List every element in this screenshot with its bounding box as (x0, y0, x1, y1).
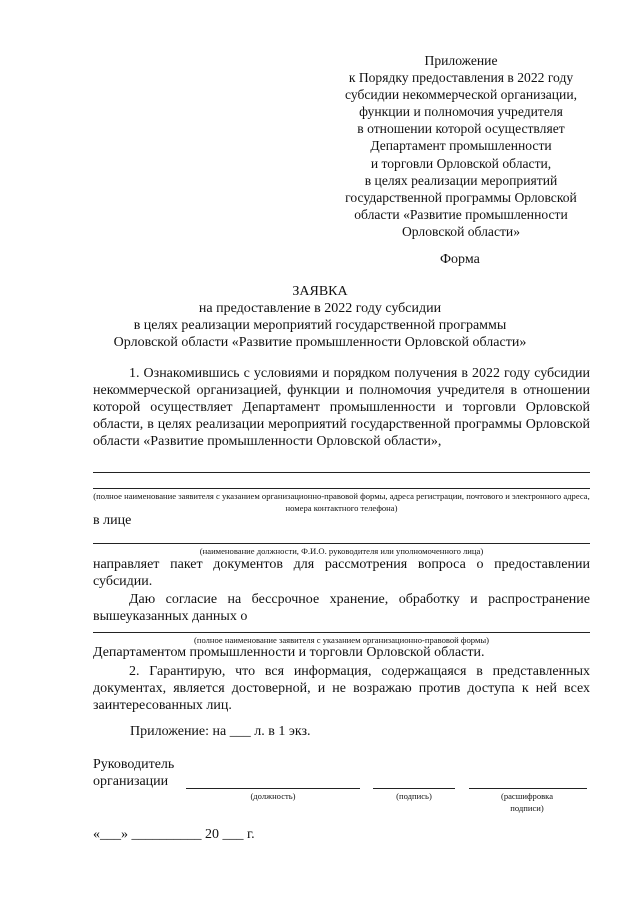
hint-applicant-full: (полное наименование заявителя с указанием организационно-правовой формы, адреса регистрации, почтового и электронного адреса, номера контактного телефона) (93, 491, 590, 513)
hint-position: (наименование должности, Ф.И.О. руководителя или уполномоченного лица) (199, 546, 484, 556)
signature-line-position (186, 788, 360, 789)
department-line: Департаментом промышленности и торговли Орловской области. (93, 645, 485, 660)
appendix-line: Департамент промышленности (370, 138, 552, 154)
sends-paragraph: направляет пакет документов для рассмотрения вопроса о предоставлении субсидии. (93, 557, 590, 589)
paragraph-2: 2. Гарантирую, что вся информация, содержащаяся в представленных документах, является достоверной, и не возражаю против доступа к ней всех заинтересованных лиц. (93, 664, 590, 713)
fill-line-applicant (93, 472, 590, 473)
signature-line-signature (373, 788, 455, 789)
appendix-line: к Порядку предоставления в 2022 году (348, 70, 574, 86)
caption-signature: (подпись) (396, 791, 432, 801)
document-title (0, 283, 640, 351)
caption-decoding: (расшифровка подписи) (500, 791, 554, 813)
consent-paragraph: Даю согласие на бессрочное хранение, обработку и распространение вышеуказанных данных о (93, 592, 590, 624)
appendix-line: области «Развитие промышленности (354, 206, 568, 222)
form-label: Форма (440, 252, 480, 267)
title-line: на предоставление в 2022 году субсидии (198, 301, 442, 316)
caption-position: (должность) (250, 791, 296, 801)
fill-line-applicant (93, 488, 590, 489)
appendix-line: субсидии некоммерческой организации, (344, 87, 578, 103)
appendix-header (320, 52, 602, 240)
appendix-line: государственной программы Орловской (345, 189, 577, 205)
hint-applicant-short: (полное наименование заявителя с указанием организационно-правовой формы) (193, 635, 490, 645)
fill-line-applicant-short (93, 632, 590, 633)
signature-role-line2: организации (93, 774, 169, 789)
signature-line-decoding (469, 788, 587, 789)
paragraph-1: 1. Ознакомившись с условиями и порядком получения в 2022 году субсидии некоммерческой организацией, функции и полномочия учредителя в отношении которой осуществляет Департамент промышленности и торговли Орловской области, в целях реализации мероприятий государственной программы Орловской области «Развитие промышленности Орловской области», (93, 366, 590, 449)
in-person-label: в лице (93, 513, 132, 528)
fill-line-position (93, 543, 590, 544)
appendix-line: Орловской области» (401, 223, 520, 239)
signature-role-line1: Руководитель (93, 757, 175, 772)
title-line: в целях реализации мероприятий государственной программы (133, 318, 507, 333)
title-line: Орловской области «Развитие промышленности Орловской области» (113, 335, 527, 350)
appendix-line: Приложение (424, 53, 498, 68)
appendix-line: в отношении которой осуществляет (357, 121, 565, 137)
date-line: «___» __________ 20 ___ г. (93, 827, 255, 842)
appendix-line: в целях реализации мероприятий (364, 172, 558, 188)
appendix-line: и торговли Орловской области, (370, 155, 552, 171)
attachment-line: Приложение: на ___ л. в 1 экз. (130, 724, 311, 739)
title-heading: ЗАЯВКА (292, 284, 348, 299)
appendix-line: функции и полномочия учредителя (359, 104, 563, 120)
